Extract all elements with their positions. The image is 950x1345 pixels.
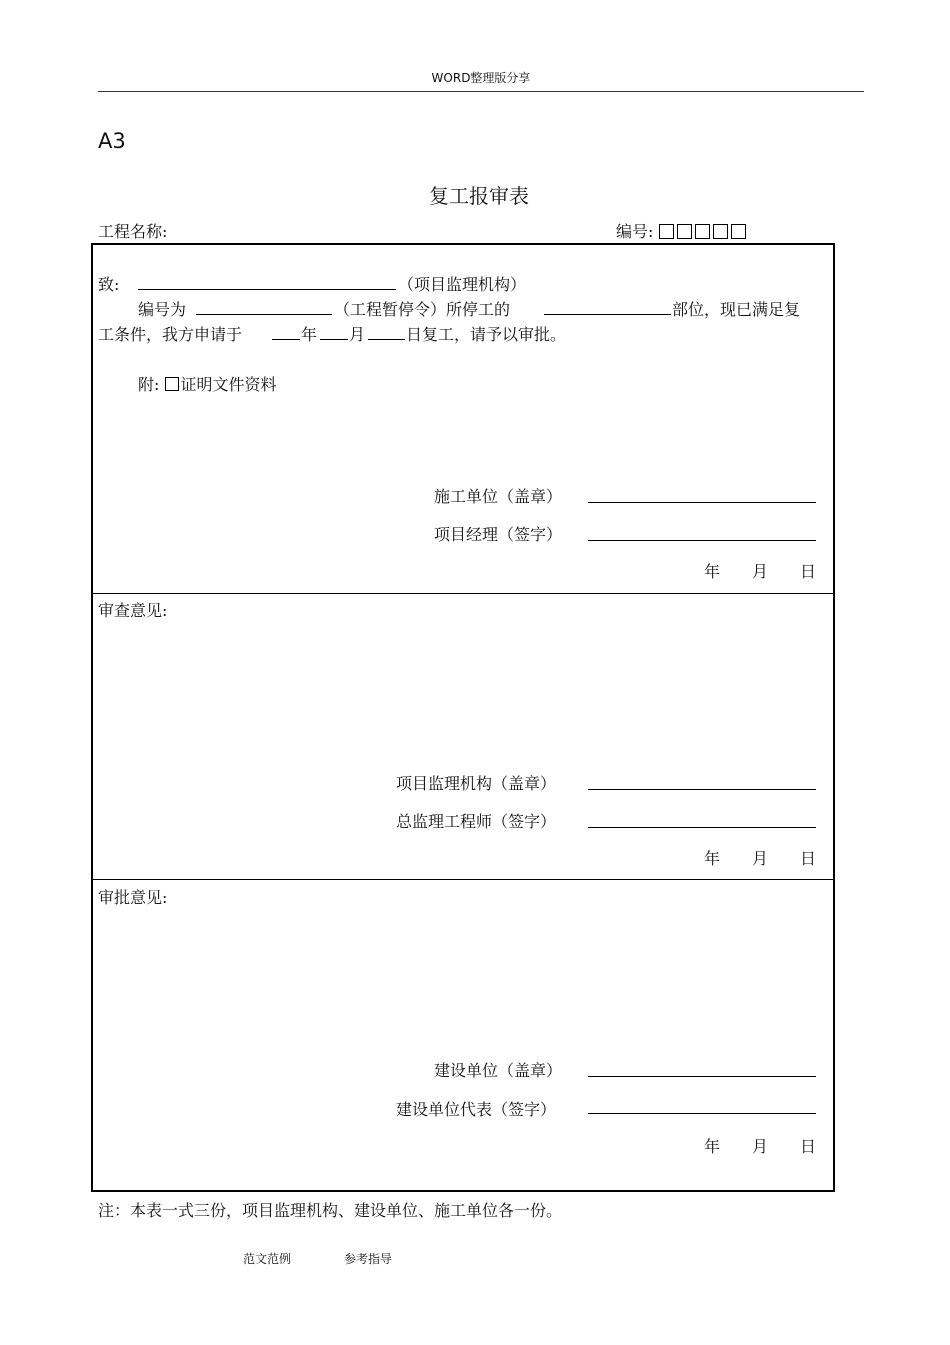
project-manager-sign-line[interactable] (588, 540, 816, 541)
line2-suffix: 部位，现已满足复 (672, 300, 801, 319)
contractor-seal-label: 施工单位（盖章） (434, 487, 563, 506)
owner-seal-label: 建设单位（盖章） (434, 1061, 563, 1080)
line2-prefix: 编号为 (138, 300, 187, 319)
attachment-label: 证明文件资料 (180, 375, 277, 394)
date-day-3: 日 (800, 1137, 817, 1156)
owner-rep-sign-label: 建设单位代表（签字） (396, 1100, 557, 1119)
form-code: A3 (98, 129, 126, 153)
date-year-1: 年 (704, 562, 721, 581)
to-suffix: （项目监理机构） (398, 275, 527, 294)
supervisor-seal-line[interactable] (588, 789, 816, 790)
year-label: 年 (301, 325, 318, 344)
date-year-2: 年 (704, 849, 721, 868)
owner-rep-sign-line[interactable] (588, 1113, 816, 1114)
project-manager-sign-label: 项目经理（签字） (434, 525, 563, 544)
date-month-3: 月 (752, 1137, 769, 1156)
footer-left-text: 范文范例 (243, 1252, 292, 1266)
attachment-line (138, 372, 277, 395)
header-divider (98, 91, 864, 92)
number-field (616, 219, 749, 242)
attachment-prefix: 附: (138, 375, 160, 394)
page-header-text: WORD整理版分享 (431, 71, 531, 85)
date-month-1: 月 (752, 562, 769, 581)
date-day-1: 日 (800, 562, 817, 581)
section-divider-2 (93, 879, 833, 880)
form-note: 注：本表一式三份，项目监理机构、建设单位、施工单位各一份。 (98, 1201, 563, 1220)
month-blank[interactable] (320, 325, 348, 340)
review-opinion-heading: 审查意见: (98, 601, 168, 620)
location-blank[interactable] (544, 300, 671, 315)
chief-engineer-sign-line[interactable] (588, 827, 816, 828)
number-boxes[interactable] (659, 222, 749, 241)
contractor-seal-line[interactable] (588, 502, 816, 503)
to-blank[interactable] (138, 275, 396, 290)
month-label: 月 (349, 325, 366, 344)
resume-text: 日复工，请予以审批。 (406, 325, 567, 344)
date-day-2: 日 (800, 849, 817, 868)
day-blank[interactable] (368, 325, 405, 340)
project-name-label: 工程名称: (98, 222, 168, 241)
section-divider-1 (93, 593, 833, 594)
form-title: 复工报审表 (429, 184, 529, 208)
owner-seal-line[interactable] (588, 1076, 816, 1077)
year-blank[interactable] (272, 325, 300, 340)
line3-prefix: 工条件，我方申请于 (98, 325, 243, 344)
supervisor-seal-label: 项目监理机构（盖章） (396, 774, 557, 793)
to-label: 致: (98, 275, 120, 294)
date-month-2: 月 (752, 849, 769, 868)
number-label: 编号: (616, 222, 654, 241)
attachment-checkbox[interactable] (165, 377, 179, 391)
footer-right-text: 参考指导 (344, 1252, 393, 1266)
line2-middle: （工程暂停令）所停工的 (334, 300, 511, 319)
chief-engineer-sign-label: 总监理工程师（签字） (396, 812, 557, 831)
date-year-3: 年 (704, 1137, 721, 1156)
approval-opinion-heading: 审批意见: (98, 888, 168, 907)
order-number-blank[interactable] (196, 300, 332, 315)
